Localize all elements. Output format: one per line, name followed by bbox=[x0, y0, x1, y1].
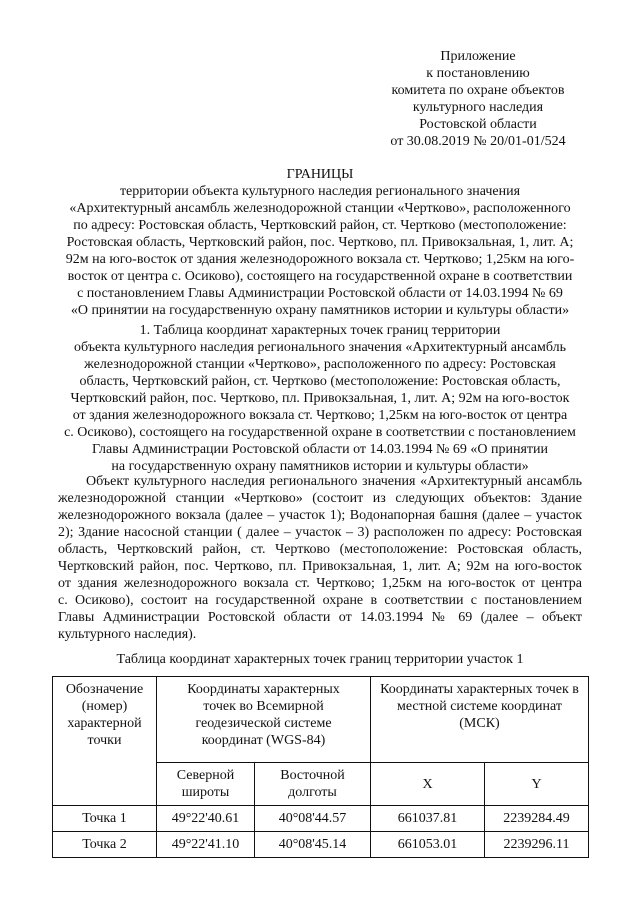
title-line: «О принятии на государственную охрану памятников истории и культуры области» bbox=[70, 303, 570, 318]
header-text-line: координат (WGS-84) bbox=[201, 733, 326, 748]
appendix-line: к постановлению bbox=[426, 66, 530, 81]
header-text-line: геодезической системе bbox=[195, 716, 332, 731]
table-caption: Таблица координат характерных точек границ территории участок 1 bbox=[116, 652, 524, 667]
header-north-latitude bbox=[157, 763, 255, 806]
paragraph-line: культурного наследия). bbox=[58, 627, 197, 642]
body-paragraph bbox=[58, 473, 582, 643]
title-line: территории объекта культурного наследия регионального значения bbox=[119, 184, 521, 199]
cell-x: 661053.01 bbox=[371, 832, 485, 858]
paragraph-line: область, Чертковский район, ст. Чертково (местоположение: Ростовская область, bbox=[58, 542, 582, 557]
header-text-line: местной системе координат bbox=[396, 699, 563, 714]
header-text-line: точки bbox=[87, 733, 122, 748]
paragraph-line: Объект культурного наследия регионального значения «Архитектурный ансамбль bbox=[86, 474, 582, 489]
paragraph-line: Главы Администрации Ростовской области от 14.03.1994 № 69 (далее – объект bbox=[58, 610, 582, 625]
table-row bbox=[53, 832, 589, 858]
header-text-line: Обозначение bbox=[65, 682, 144, 697]
cell-y: 2239284.49 bbox=[485, 806, 589, 832]
header-msk bbox=[371, 677, 589, 763]
header-x: X bbox=[371, 763, 485, 806]
title-line: по адресу: Ростовская область, Чертковский район, ст. Чертково (местоположение: bbox=[73, 218, 567, 233]
header-text-line: Координаты характерных точек в bbox=[380, 682, 579, 697]
header-text-line: характерной bbox=[67, 716, 142, 731]
section-heading-line: объекта культурного наследия регионального значения «Архитектурный ансамбль bbox=[73, 340, 567, 355]
paragraph-line: Чертковский район, пос. Чертково, пл. Привокзальная, 1, лит. А; 92м на юго-восток bbox=[58, 559, 582, 574]
paragraph-line: с. Осиково), состоит на государственной охране в соответствии с постановлением bbox=[58, 593, 582, 608]
appendix-line: Приложение bbox=[440, 49, 516, 64]
header-text-line: Координаты характерных bbox=[187, 682, 340, 697]
cell-point: Точка 1 bbox=[53, 806, 157, 832]
title-line: Ростовская область, Чертковский район, пос. Чертково, пл. Привокзальная, 1, лит. А; bbox=[66, 235, 574, 250]
paragraph-line: железнодорожной станции «Чертково» (состоит из следующих объектов: Здание bbox=[58, 491, 582, 506]
title-heading: ГРАНИЦЫ bbox=[286, 167, 354, 182]
appendix-line: от 30.08.2019 № 20/01-01/524 bbox=[390, 134, 566, 149]
header-wgs84 bbox=[157, 677, 371, 763]
section-1-heading bbox=[58, 322, 582, 475]
appendix-block bbox=[368, 48, 588, 150]
header-y: Y bbox=[485, 763, 589, 806]
paragraph-line: от здания железнодорожного вокзала ст. Чертково; 1,25км на юго-восток от центра bbox=[58, 576, 582, 591]
table-header-row bbox=[53, 677, 589, 763]
header-text-line: точек во Всемирной bbox=[203, 699, 324, 714]
section-heading-line: область, Чертковский район, ст. Чертково (местоположение: Ростовская область, bbox=[79, 374, 561, 389]
header-text-line: широты bbox=[181, 785, 230, 800]
cell-latitude: 49°22'40.61 bbox=[157, 806, 255, 832]
cell-point: Точка 2 bbox=[53, 832, 157, 858]
table-row bbox=[53, 806, 589, 832]
cell-longitude: 40°08'45.14 bbox=[255, 832, 371, 858]
header-text-line: долготы bbox=[288, 785, 337, 800]
cell-x: 661037.81 bbox=[371, 806, 485, 832]
section-heading-line: с. Осиково), состоящего на государственной охране в соответствии с постановлением bbox=[64, 425, 576, 440]
section-heading-line: железнодорожной станции «Чертково», расположенного по адресу: Ростовская bbox=[84, 357, 556, 372]
header-text-line: (номер) bbox=[81, 699, 128, 714]
title-line: «Архитектурный ансамбль железнодорожной станции «Чертково», расположенного bbox=[69, 201, 571, 216]
document-title bbox=[58, 166, 582, 319]
appendix-line: Ростовской области bbox=[419, 117, 537, 132]
title-line: 92м на юго-восток от здания железнодорожного вокзала ст. Чертково; 1,25км на юго- bbox=[65, 252, 575, 267]
cell-y: 2239296.11 bbox=[485, 832, 589, 858]
section-heading-line: 1. Таблица координат характерных точек границ территории bbox=[139, 323, 501, 338]
paragraph-line: 2); Здание насосной станции ( далее – участок – 3) расположен по адресу: Ростовская bbox=[58, 525, 582, 540]
header-text-line: (МСК) bbox=[459, 716, 500, 731]
header-text-line: Северной bbox=[176, 768, 235, 783]
section-heading-line: от здания железнодорожного вокзала ст. Чертково; 1,25км на юго-восток от центра bbox=[72, 408, 568, 423]
section-heading-line: Чертковский район, пос. Чертково, пл. Привокзальная, 1, лит. А; 92м на юго-восток bbox=[70, 391, 570, 406]
paragraph-line: железнодорожного вокзала (далее – участок 1); Водонапорная башня (далее – участок bbox=[58, 508, 582, 523]
section-heading-line: на государственную охрану памятников истории и культуры области» bbox=[111, 459, 529, 474]
section-heading-line: Главы Администрации Ростовской области от 14.03.1994 № 69 «О принятии bbox=[92, 442, 548, 457]
header-east-longitude bbox=[255, 763, 371, 806]
appendix-line: комитета по охране объектов bbox=[391, 83, 565, 98]
cell-latitude: 49°22'41.10 bbox=[157, 832, 255, 858]
header-text-line: Восточной bbox=[280, 768, 345, 783]
header-designation bbox=[53, 677, 157, 806]
cell-longitude: 40°08'44.57 bbox=[255, 806, 371, 832]
appendix-line: культурного наследия bbox=[412, 100, 544, 115]
coordinates-table bbox=[52, 676, 589, 858]
title-line: восток от центра с. Осиково), состоящего на государственной охране в соответствии bbox=[67, 269, 573, 284]
title-line: с постановлением Главы Администрации Ростовской области от 14.03.1994 № 69 bbox=[77, 286, 563, 301]
